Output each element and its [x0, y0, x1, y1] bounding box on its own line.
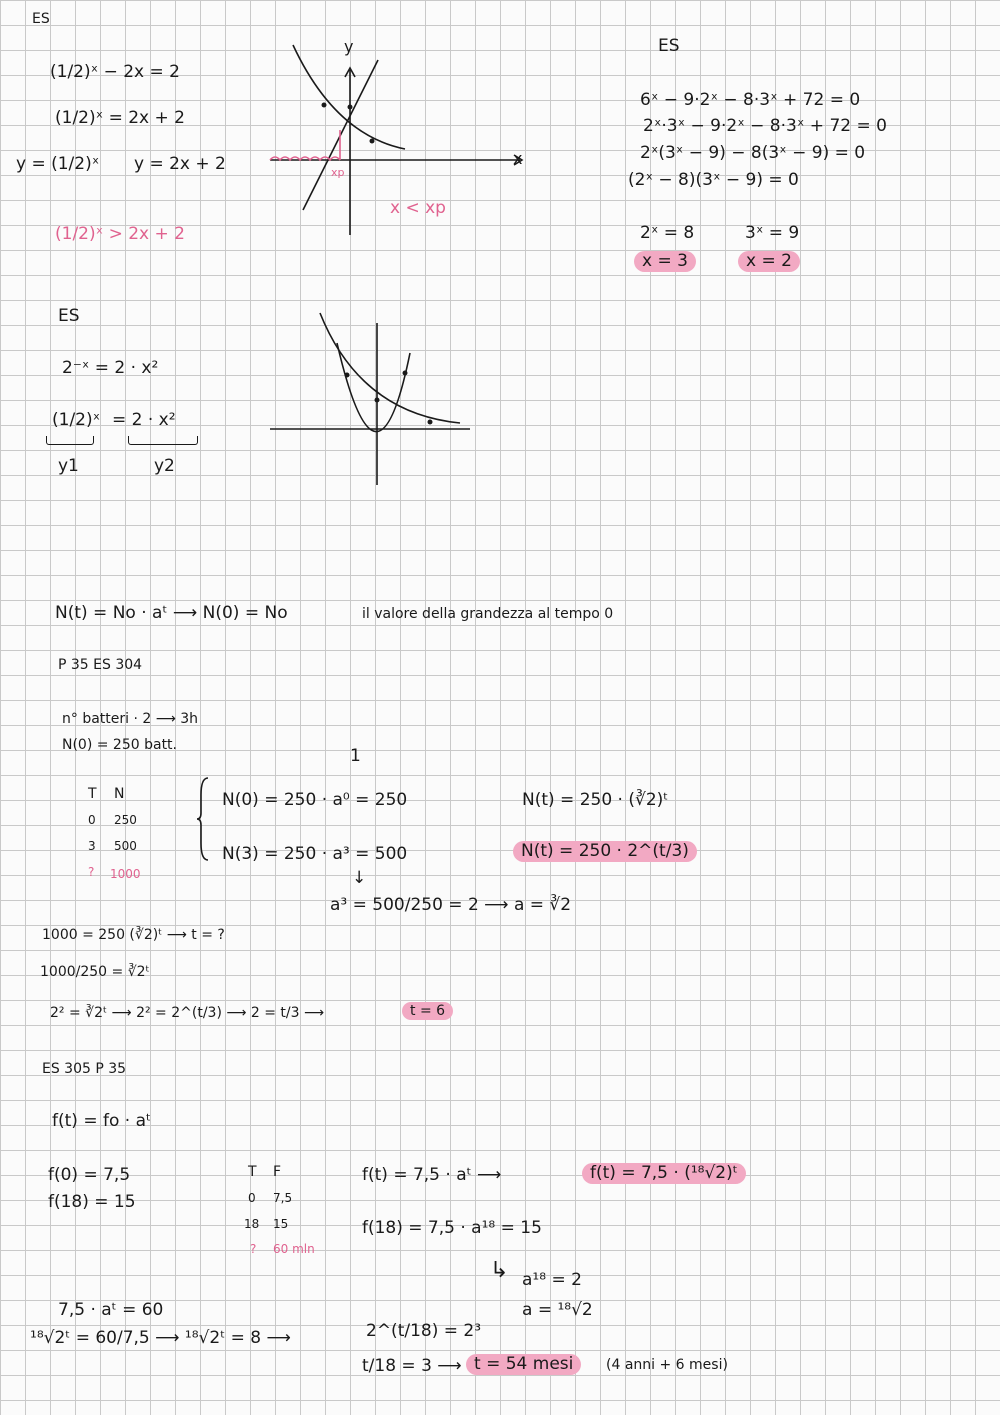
ex305-table-cell: 7,5	[273, 1191, 293, 1205]
ex305-f18-equation: f(18) = 7,5 · a¹⁸ = 15	[362, 1218, 542, 1238]
ex305-formula: f(t) = fo · aᵗ	[52, 1111, 151, 1131]
ex305-c2: ¹⁸√2ᵗ = 60/7,5 ⟶ ¹⁸√2ᵗ = 8 ⟶	[30, 1328, 291, 1348]
ex3-line1: 2⁻ˣ = 2 · x²	[62, 358, 159, 378]
ex1-answer: (1/2)ˣ > 2x + 2	[55, 224, 185, 244]
ex2-label: ES	[658, 36, 680, 56]
x-axis-label: x	[513, 149, 523, 168]
intersection-point	[345, 373, 350, 378]
ex3-line2a: (1/2)ˣ	[52, 410, 101, 430]
ex1-condition: x < xp	[390, 198, 446, 218]
ex304-system1: N(0) = 250 · a⁰ = 250	[222, 790, 408, 810]
parabola-curve	[337, 343, 410, 432]
ex305-a-value: a = ¹⁸√2	[522, 1300, 593, 1320]
ex304-table-unknown: ?	[88, 865, 95, 879]
intersection-point	[348, 105, 353, 110]
ex304-arrow: ↓	[352, 868, 367, 888]
ex304-result2: N(t) = 250 · 2^(t/3)	[513, 841, 697, 862]
ex304-table-cell: 500	[114, 839, 137, 853]
ex304-title: P 35 ES 304	[58, 657, 143, 673]
ex304-q1: 1000 = 250 (∛2)ᵗ ⟶ t = ?	[42, 927, 225, 943]
ex304-result1: N(t) = 250 · (∛2)ᵗ	[522, 790, 669, 810]
ex304-table-header-t: T	[88, 786, 97, 802]
ex3-line2b: = 2 · x²	[112, 410, 176, 430]
ex305-table-cell: 0	[248, 1191, 256, 1205]
ex305-table-unknown: 60 mln	[273, 1242, 315, 1256]
ex305-f0: f(0) = 7,5	[48, 1165, 131, 1185]
ex305-table-unknown: ?	[250, 1242, 257, 1256]
ex304-table-cell: 0	[88, 813, 96, 827]
curve-point	[375, 398, 380, 403]
ex304-table-header-n: N	[114, 786, 125, 802]
ex305-table-header-t: T	[248, 1164, 257, 1180]
ex1-line3a: y = (1/2)ˣ	[16, 154, 100, 174]
ex305-ft: f(t) = 7,5 · aᵗ ⟶	[362, 1165, 502, 1185]
ex305-ft-result: f(t) = 7,5 · (¹⁸√2)ᵗ	[582, 1163, 746, 1184]
ex3-graph	[265, 305, 475, 490]
system-brace-icon	[196, 775, 210, 863]
y1-label: y1	[58, 456, 79, 476]
y-axis-label: y	[344, 37, 354, 56]
ex305-a18: a¹⁸ = 2	[522, 1270, 582, 1290]
ex305-hook-arrow: ↳	[490, 1258, 509, 1283]
ex1-line3b: y = 2x + 2	[134, 154, 226, 174]
ex304-q3: 2² = ∛2ᵗ ⟶ 2² = 2^(t/3) ⟶ 2 = t/3 ⟶	[50, 1005, 325, 1021]
ex2-line4: (2ˣ − 8)(3ˣ − 9) = 0	[628, 170, 799, 190]
ex305-c1: 7,5 · aᵗ = 60	[58, 1300, 164, 1320]
exponential-curve	[320, 313, 460, 423]
ex304-note1: n° batteri · 2 ⟶ 3h	[62, 711, 199, 727]
ex304-q3-result: t = 6	[402, 1002, 453, 1020]
ex2-sub1: 2ˣ = 8	[640, 223, 695, 243]
ex2-line3: 2ˣ(3ˣ − 9) − 8(3ˣ − 9) = 0	[640, 143, 866, 163]
y1-brace	[46, 436, 94, 445]
growth-formula: N(t) = No · aᵗ ⟶ N(0) = No	[55, 603, 288, 623]
ex305-c4-note: (4 anni + 6 mesi)	[606, 1357, 728, 1373]
y2-label: y2	[154, 456, 175, 476]
ex1-line2: (1/2)ˣ = 2x + 2	[55, 108, 185, 128]
ex2-result1: x = 3	[634, 251, 696, 272]
growth-description: il valore della grandezza al tempo 0	[362, 606, 614, 622]
ex305-table-header-f: F	[273, 1164, 282, 1180]
curve-point	[322, 103, 327, 108]
ex305-c4: t/18 = 3 ⟶	[362, 1356, 462, 1376]
xp-label: xp	[331, 166, 345, 179]
ex304-table-unknown: 1000	[110, 867, 141, 881]
ex3-label: ES	[58, 306, 80, 326]
ex304-system2: N(3) = 250 · a³ = 500	[222, 844, 408, 864]
ex1-label: ES	[32, 11, 50, 27]
ex305-f18: f(18) = 15	[48, 1192, 136, 1212]
ex304-one: 1	[350, 746, 361, 766]
ex2-result2: x = 2	[738, 251, 800, 272]
ex304-table-cell: 250	[114, 813, 137, 827]
ex2-sub2: 3ˣ = 9	[745, 223, 800, 243]
ex305-c3: 2^(t/18) = 2³	[366, 1321, 482, 1341]
ex304-note2: N(0) = 250 batt.	[62, 737, 178, 753]
ex305-table-cell: 18	[244, 1217, 260, 1231]
ex305-c4-result: t = 54 mesi	[466, 1354, 581, 1375]
ex304-q2: 1000/250 = ∛2ᵗ	[40, 964, 150, 980]
ex2-line1: 6ˣ − 9·2ˣ − 8·3ˣ + 72 = 0	[640, 90, 861, 110]
curve-point	[370, 139, 375, 144]
ex2-line2: 2ˣ·3ˣ − 9·2ˣ − 8·3ˣ + 72 = 0	[643, 116, 887, 136]
exponential-curve	[293, 45, 405, 149]
ex304-a3: a³ = 500/250 = 2 ⟶ a = ∛2	[330, 895, 572, 915]
y2-brace	[128, 436, 198, 445]
curve-point	[403, 371, 408, 376]
ex1-line1: (1/2)ˣ − 2x = 2	[50, 62, 180, 82]
curve-point	[428, 420, 433, 425]
ex304-table-cell: 3	[88, 839, 96, 853]
ex305-table-cell: 15	[273, 1217, 289, 1231]
ex305-title: ES 305 P 35	[42, 1061, 127, 1077]
